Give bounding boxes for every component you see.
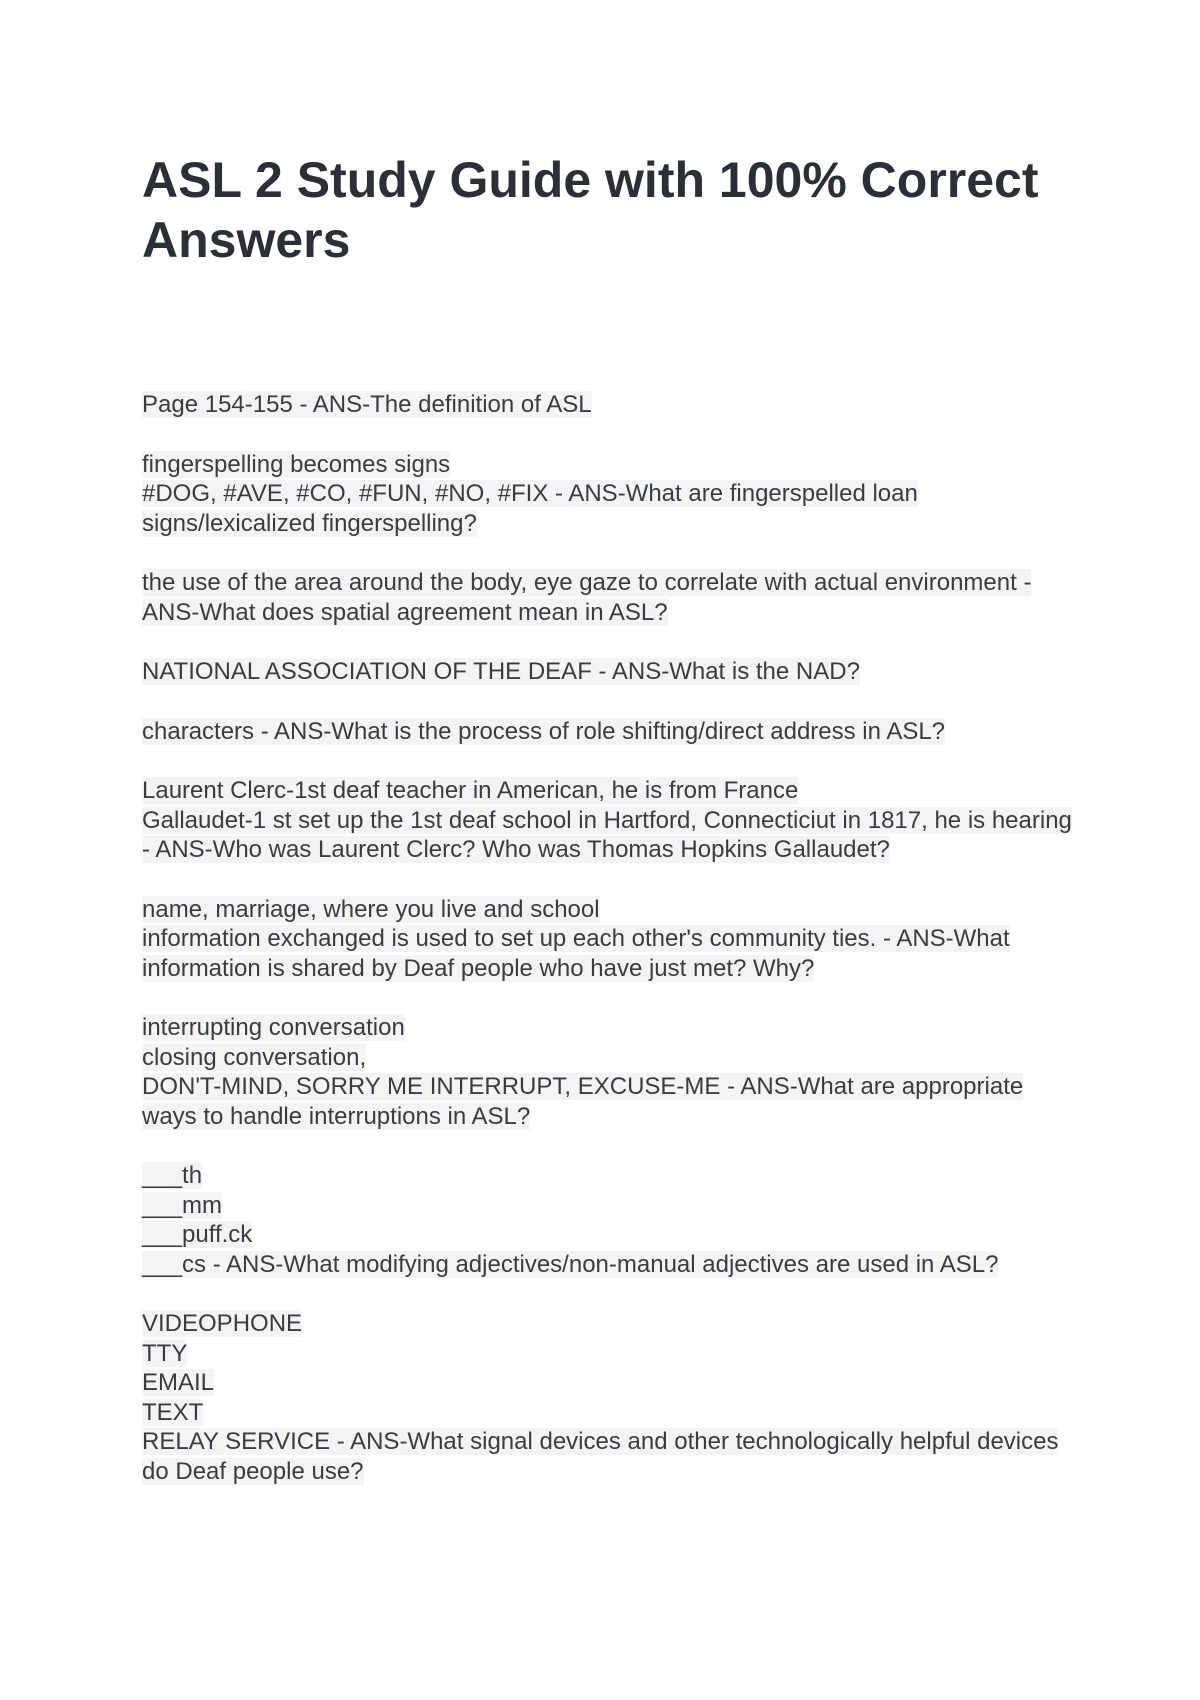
qa-entry-line: [142, 598, 1072, 628]
qa-entry-line: [142, 568, 1072, 598]
qa-entry-line: [142, 1013, 1072, 1043]
qa-entry-text: RELAY SERVICE - ANS-What signal devices and other technologically helpful devices: [142, 1428, 1059, 1455]
qa-entry-text: #DOG, #AVE, #CO, #FUN, #NO, #FIX - ANS-What are fingerspelled loan: [142, 480, 918, 507]
qa-entry-text: ___th: [142, 1162, 203, 1189]
qa-entry: [142, 895, 1072, 984]
qa-entry: [142, 568, 1072, 627]
qa-entry-text: TTY: [142, 1339, 188, 1367]
qa-entry-text: interrupting conversation: [142, 1014, 405, 1041]
qa-entry-line: [142, 1250, 1072, 1280]
qa-entry: [142, 657, 1072, 687]
qa-entry-line: [142, 924, 1072, 954]
qa-entry-text: do Deaf people use?: [142, 1457, 364, 1485]
qa-entry: [142, 717, 1072, 747]
qa-entry-line: [142, 895, 1072, 925]
qa-entry: [142, 1013, 1072, 1131]
qa-entry-line: [142, 1043, 1072, 1073]
qa-entry-line: [142, 835, 1072, 865]
title-line-1: ASL 2 Study Guide with 100% Correct: [142, 152, 1039, 208]
qa-entry-text: fingerspelling becomes signs: [142, 450, 451, 478]
qa-entry-text: ways to handle interruptions in ASL?: [142, 1102, 531, 1130]
qa-entry-line: [142, 1398, 1072, 1428]
qa-entry-text: - ANS-Who was Laurent Clerc? Who was Thomas Hopkins Gallaudet?: [142, 836, 890, 863]
qa-entry-text: information exchanged is used to set up each other's community ties. - ANS-What: [142, 925, 1010, 952]
qa-entry-text: VIDEOPHONE: [142, 1310, 303, 1337]
title-line-2: Answers: [142, 212, 351, 268]
qa-entry-line: [142, 479, 1072, 509]
qa-entry-line: [142, 806, 1072, 836]
qa-entry-text: EMAIL: [142, 1369, 215, 1396]
qa-entry: [142, 390, 1072, 420]
qa-entry-text: DON'T-MIND, SORRY ME INTERRUPT, EXCUSE-ME - ANS-What are appropriate: [142, 1073, 1024, 1100]
qa-entry-line: [142, 450, 1072, 480]
qa-entry-line: [142, 1339, 1072, 1369]
qa-entry-text: ANS-What does spatial agreement mean in ASL?: [142, 598, 668, 626]
qa-entry-line: [142, 954, 1072, 984]
qa-entry-line: [142, 1427, 1072, 1457]
document-title: [142, 150, 1062, 270]
qa-entry-text: signs/lexicalized fingerspelling?: [142, 509, 477, 537]
qa-entry: [142, 1161, 1072, 1279]
qa-entry: [142, 776, 1072, 865]
qa-entry: [142, 1309, 1072, 1486]
qa-entry-line: [142, 1072, 1072, 1102]
qa-entry-line: [142, 1220, 1072, 1250]
qa-entry: [142, 450, 1072, 539]
study-guide-content: [142, 390, 1072, 1516]
qa-entry-line: [142, 1368, 1072, 1398]
qa-entry-text: name, marriage, where you live and school: [142, 895, 600, 923]
qa-entry-text: Laurent Clerc-1st deaf teacher in American, he is from France: [142, 777, 799, 804]
qa-entry-line: [142, 509, 1072, 539]
qa-entry-text: ___cs - ANS-What modifying adjectives/non-manual adjectives are used in ASL?: [142, 1250, 999, 1278]
qa-entry-text: ___mm: [142, 1191, 223, 1219]
qa-entry-line: [142, 1191, 1072, 1221]
qa-entry-text: Page 154-155 - ANS-The definition of ASL: [142, 391, 592, 418]
qa-entry-text: Gallaudet-1 st set up the 1st deaf school in Hartford, Connecticiut in 1817, he is hearing: [142, 806, 1072, 834]
qa-entry-line: [142, 390, 1072, 420]
qa-entry-line: [142, 717, 1072, 747]
qa-entry-line: [142, 1457, 1072, 1487]
qa-entry-text: closing conversation,: [142, 1043, 367, 1071]
qa-entry-text: ___puff.ck: [142, 1221, 253, 1248]
qa-entry-text: NATIONAL ASSOCIATION OF THE DEAF - ANS-What is the NAD?: [142, 658, 860, 685]
qa-entry-line: [142, 1102, 1072, 1132]
qa-entry-text: information is shared by Deaf people who have just met? Why?: [142, 954, 815, 982]
qa-entry-text: TEXT: [142, 1398, 204, 1426]
qa-entry-line: [142, 1309, 1072, 1339]
qa-entry-line: [142, 776, 1072, 806]
qa-entry-text: the use of the area around the body, eye gaze to correlate with actual environment -: [142, 569, 1032, 596]
qa-entry-text: characters - ANS-What is the process of role shifting/direct address in ASL?: [142, 717, 946, 745]
qa-entry-line: [142, 1161, 1072, 1191]
qa-entry-line: [142, 657, 1072, 687]
